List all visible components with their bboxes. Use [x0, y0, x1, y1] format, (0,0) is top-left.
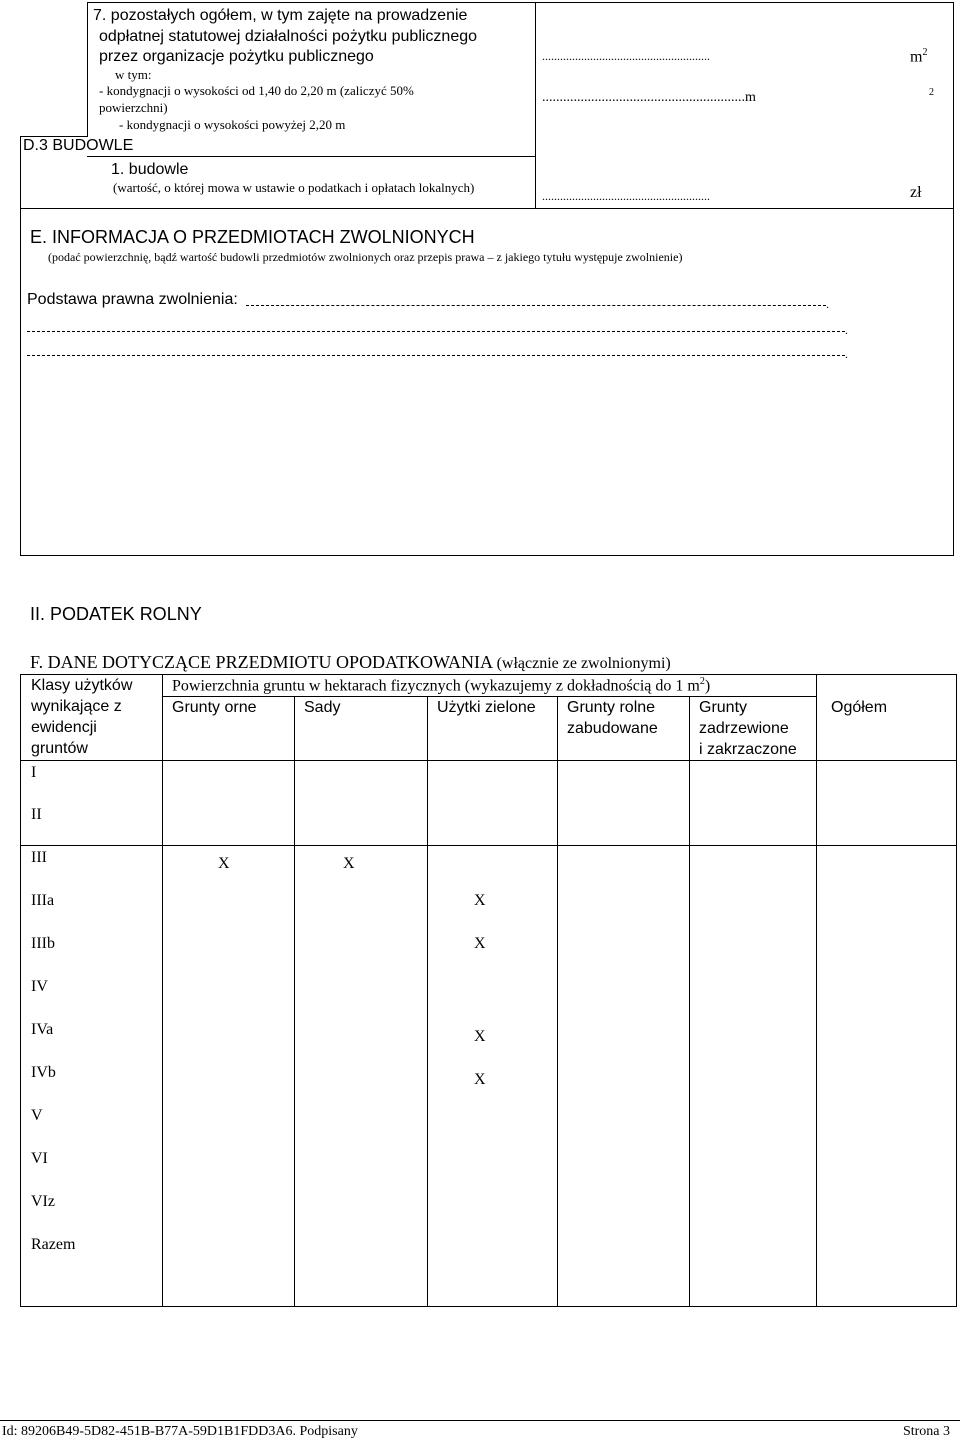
klasy-header-line4: gruntów [31, 740, 88, 757]
col-grunty-orne: Grunty orne [172, 699, 257, 716]
line-end-dot-1: . [826, 297, 829, 311]
row-label-i: I [31, 764, 37, 781]
value2-dots: ..........................................................m [542, 90, 756, 105]
d3-title: D.3 BUDOWLE [23, 137, 134, 154]
value1-unit: $m^2$ [910, 47, 928, 66]
item7-line3: przez organizacje pożytku publicznego [99, 48, 374, 65]
budowle-label: 1. budowle [111, 161, 189, 178]
col-sady: Sady [304, 699, 341, 716]
x-mark-iii-sady: X [343, 855, 355, 872]
value1-dots: ........................................................ [542, 49, 710, 63]
item7-line2: odpłatnej statutowej działalności pożytku publicznego [99, 28, 478, 45]
section-ii-title: II. PODATEK ROLNY [30, 604, 202, 624]
value3-dots: ........................................................ [542, 189, 710, 203]
row-label-razem: Razem [31, 1236, 76, 1253]
klasy-header-line2: wynikające z [31, 698, 122, 715]
section-e-note: (podać powierzchnię, bądź wartość budowli przedmiotów zwolnionych oraz przepis prawa – z jakiego tytułu występuje zwolnienie) [48, 250, 683, 264]
x-mark-iiib-uzytki: X [474, 935, 486, 952]
row-label-ii: II [31, 806, 42, 823]
col-uzytki-zielone: Użytki zielone [437, 699, 536, 716]
row-label-iv: IV [31, 978, 48, 995]
row-label-v: V [31, 1107, 43, 1124]
col-grunty-rolne: Grunty rolne [567, 699, 656, 716]
sub1-line1: - kondygnacji o wysokości od 1,40 do 2,20 m (zaliczyć 50% [99, 83, 414, 98]
col-zakrzaczone: i zakrzaczone [699, 741, 797, 758]
w-tym-label: w tym: [115, 67, 152, 82]
col-zabudowane: zabudowane [567, 720, 658, 737]
value3-unit: zł [910, 184, 922, 201]
footer-id: Id: 89206B49-5D82-451B-B77A-59D1B1FDD3A6. Podpisany [2, 1424, 358, 1439]
row-label-viz: VIz [31, 1193, 55, 1210]
podstawa-label: Podstawa prawna zwolnienia: [27, 291, 238, 308]
col-zadrzewione: zadrzewione [699, 720, 789, 737]
x-mark-iiia-uzytki: X [474, 892, 486, 909]
sub1-line2: powierzchni) [99, 100, 168, 115]
col-ogolem: Ogółem [831, 699, 888, 716]
line-end-dot-2: . [845, 323, 848, 337]
section-f-title: F. DANE DOTYCZĄCE PRZEDMIOTU OPODATKOWANIA (włącznie ze zwolnionymi) [30, 652, 671, 672]
col-grunty: Grunty [699, 699, 748, 716]
footer-divider [0, 1420, 960, 1421]
klasy-header-line3: ewidencji [31, 719, 97, 736]
row-label-vi: VI [31, 1150, 48, 1167]
x-mark-ivb-uzytki: X [474, 1071, 486, 1088]
section-e-title: E. INFORMACJA O PRZEDMIOTACH ZWOLNIONYCH [30, 227, 475, 247]
row-label-iii: III [31, 849, 47, 866]
row-label-iva: IVa [31, 1021, 54, 1038]
area-header: Powierzchnia gruntu w hektarach fizycznych (wykazujemy z dokładnością do 1 $m^2$) [172, 676, 711, 695]
row-label-ivb: IVb [31, 1064, 56, 1081]
footer-page-number: Strona 3 [902, 1424, 950, 1439]
x-mark-iva-uzytki: X [474, 1028, 486, 1045]
item7-line1: 7. pozostałych ogółem, w tym zajęte na prowadzenie [93, 7, 468, 24]
value2-sup: 2 [929, 87, 934, 98]
row-label-iiia: IIIa [31, 892, 55, 909]
x-mark-iii-orne: X [218, 855, 230, 872]
budowle-note: (wartość, o której mowa w ustawie o podatkach i opłatach lokalnych) [113, 180, 475, 195]
row-label-iiib: IIIb [31, 935, 55, 952]
klasy-header-line1: Klasy użytków [31, 677, 133, 694]
line-end-dot-3: . [845, 347, 848, 361]
sub2-label: - kondygnacji o wysokości powyżej 2,20 m [119, 117, 346, 132]
